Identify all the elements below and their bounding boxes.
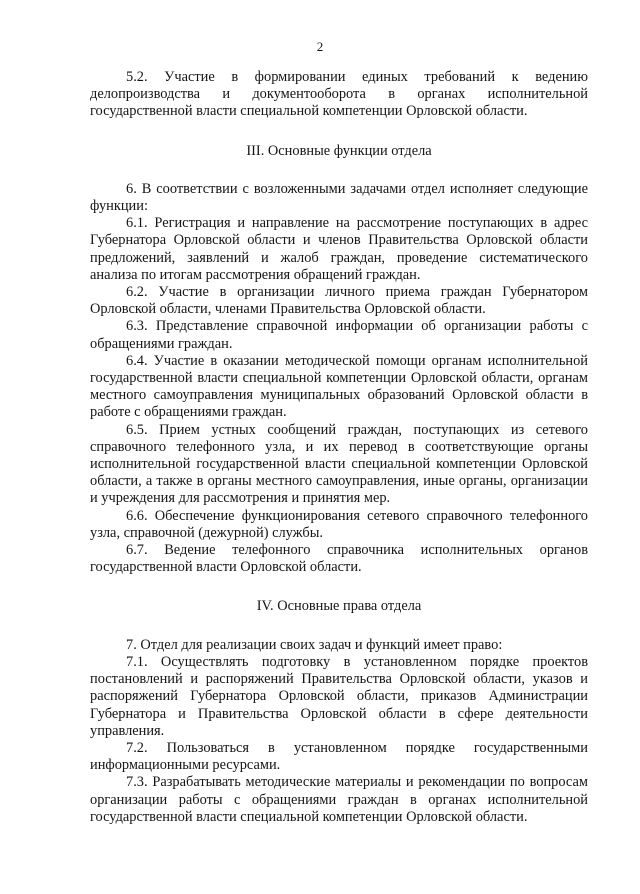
paragraph-6-1: 6.1. Регистрация и направление на рассмотрение поступающих в адрес Губернатора Орловской области и членов Правительства Орловской области предложений, заявлений и жалоб граждан, проведение систематического анализа по итогам рассмотрения обращений граждан.: [90, 215, 588, 283]
page-number: 2: [316, 39, 324, 54]
paragraph-7-3: 7.3. Разрабатывать методические материалы и рекомендации по вопросам организации работы с обращениями граждан в органах исполнительной государственной власти специальной компетенции Орловской области.: [90, 774, 588, 825]
paragraph-7-2: 7.2. Пользоваться в установленном порядке государственными информационными ресурсами.: [90, 739, 588, 774]
section-heading-3: III. Основные функции отдела: [246, 142, 432, 159]
document-body: [90, 69, 588, 826]
paragraph-5-2: 5.2. Участие в формировании единых требований к ведению делопроизводства и документооборота в органах исполнительной государственной власти специальной компетенции Орловской области.: [90, 69, 588, 120]
paragraph-6-2: 6.2. Участие в организации личного приема граждан Губернатором Орловской области, членами Правительства Орловской области.: [90, 284, 588, 318]
paragraph-7-1: 7.1. Осуществлять подготовку в установленном порядке проектов постановлений и распоряжений Правительства Орловской области, указов и распоряжений Губернатора Орловской области, приказов Администрации Губернатора и Правительства Орловской области в сфере деятельности управления.: [90, 653, 588, 739]
paragraph-7: 7. Отдел для реализации своих задач и функций имеет право:: [126, 636, 503, 653]
paragraph-6-3: 6.3. Представление справочной информации об организации работы с обращениями граждан.: [90, 318, 588, 352]
paragraph-6-7: 6.7. Ведение телефонного справочника исполнительных органов государственной власти Орловской области.: [90, 542, 588, 576]
paragraph-6: 6. В соответствии с возложенными задачами отдел исполняет следующие функции:: [90, 180, 588, 215]
section-heading-4: IV. Основные права отдела: [256, 598, 422, 615]
paragraph-6-6: 6.6. Обеспечение функционирования сетевого справочного телефонного узла, справочной (дежурной) службы.: [90, 507, 588, 541]
paragraph-6-4: 6.4. Участие в оказании методической помощи органам исполнительной государственной власти специальной компетенции Орловской области, органам местного самоуправления муниципальных образований Орловской области в работе с обращениями граждан.: [90, 352, 588, 421]
paragraph-6-5: 6.5. Прием устных сообщений граждан, поступающих из сетевого справочного телефонного узла, и их перевод в соответствующие органы исполнительной государственной власти специальной компетенции Орловской области, а также в органы местного самоуправления, иные органы, организации и учреждения для рассмотрения и принятия мер.: [90, 421, 588, 507]
